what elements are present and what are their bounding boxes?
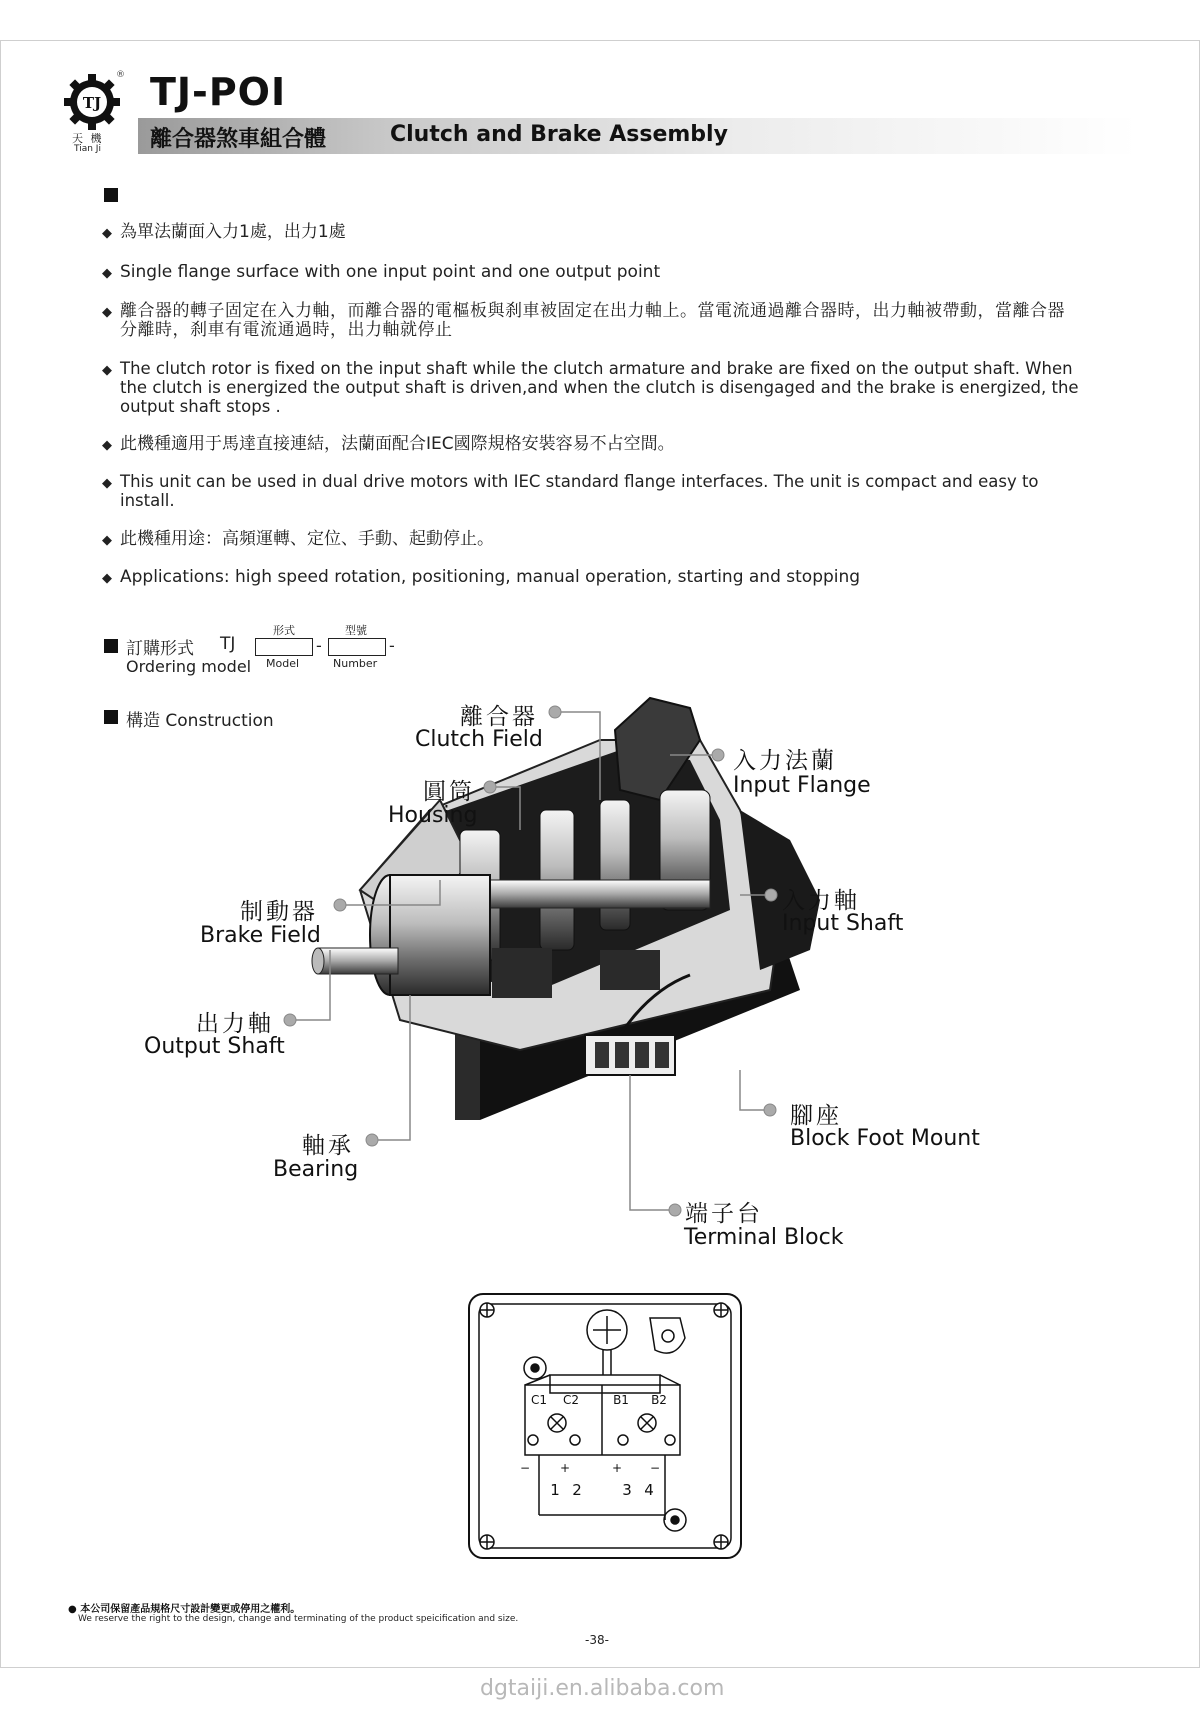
feature-item: ◆ Single flange surface with one input point and one output point <box>102 262 661 282</box>
logo-english-name: Tian Ji <box>74 144 101 154</box>
ordering-dash: - <box>316 636 322 655</box>
input-flange-label-en: Input Flange <box>733 773 871 798</box>
assembly-cutaway-illustration <box>0 690 1200 1250</box>
housing-label-cn: 圓筒 <box>423 779 475 805</box>
diamond-bullet-icon: ◆ <box>102 438 112 453</box>
block-foot-mount-label-cn: 腳座 <box>790 1103 842 1129</box>
disclaimer-en: We reserve the right to the design, change and terminating of the product speicification and size. <box>78 1614 519 1624</box>
bearing-label-cn: 軸承 <box>302 1133 354 1159</box>
terminal-sign: + <box>559 1461 571 1475</box>
number-box <box>328 638 386 656</box>
title-chinese: 離合器煞車組合體 <box>150 127 327 152</box>
terminal-label: C1 <box>530 1393 548 1407</box>
terminal-label: C2 <box>562 1393 580 1407</box>
number-label-en: Number <box>333 657 378 670</box>
registered-mark: ® <box>116 70 125 80</box>
bearing-label-en: Bearing <box>273 1157 359 1182</box>
feature-item: ◆ 為單法蘭面入力1處，出力1處 <box>102 222 346 242</box>
terminal-number: 3 <box>622 1481 632 1499</box>
input-shaft-label-cn: 入力軸 <box>782 888 860 914</box>
terminal-label: B2 <box>651 1393 667 1407</box>
diamond-bullet-icon: ◆ <box>102 533 112 548</box>
watermark-url: dgtaiji.en.alibaba.com <box>480 1676 725 1701</box>
ordering-prefix: TJ <box>220 634 236 654</box>
output-shaft-label-cn: 出力軸 <box>196 1011 274 1037</box>
diamond-bullet-icon: ◆ <box>102 571 112 586</box>
terminal-block-label-cn: 端子台 <box>685 1201 763 1227</box>
section-square-icon <box>104 188 118 202</box>
feature-item: ◆ This unit can be used in dual drive motors with IEC standard flange interfaces. The unit is compact and easy to install. <box>102 472 1039 510</box>
diamond-bullet-icon: ◆ <box>102 226 112 241</box>
block-foot-mount-label-en: Block Foot Mount <box>790 1126 980 1151</box>
terminal-number: 2 <box>572 1481 582 1499</box>
feature-item: ◆ The clutch rotor is fixed on the input shaft while the clutch armature and brake are fixed on the output shaft. When the clutch is energized the output shaft is driven,and when the clutch is disengaged and the brake is energized, the output shaft stops . <box>102 359 1079 416</box>
feature-item: ◆ 此機種適用于馬達直接連結，法蘭面配合IEC國際規格安裝容易不占空間。 <box>102 434 675 454</box>
diamond-bullet-icon: ◆ <box>102 266 112 281</box>
model-box <box>255 638 313 656</box>
page-number: -38- <box>585 1633 609 1647</box>
terminal-number: 1 <box>550 1481 560 1499</box>
disclaimer-cn: ● 本公司保留產品規格尺寸設計變更或停用之權利。 <box>68 1604 301 1615</box>
terminal-sign: − <box>519 1461 531 1475</box>
brake-field-label-en: Brake Field <box>200 923 321 948</box>
feature-item: ◆ 此機種用途：高頻運轉、定位、手動、起動停止。 <box>102 529 494 549</box>
logo-chinese-name: 天 機 <box>72 132 104 145</box>
ordering-square-icon <box>104 639 118 653</box>
terminal-label: B1 <box>613 1393 629 1407</box>
diamond-bullet-icon: ◆ <box>102 363 112 378</box>
ordering-label-en: Ordering model <box>126 657 252 676</box>
terminal-sign: − <box>649 1461 661 1475</box>
terminal-block-label-en: Terminal Block <box>684 1225 844 1250</box>
construction-label: 構造 Construction <box>126 711 274 731</box>
clutch-field-label-en: Clutch Field <box>415 727 543 752</box>
feature-item: ◆ 離合器的轉子固定在入力軸，而離合器的電樞板與刹車被固定在出力軸上。當電流通過離合器時，出力軸被帶動，當離合器分離時，刹車有電流通過時，出力軸就停止 <box>102 301 1065 340</box>
tianji-gear-logo-icon <box>62 72 122 132</box>
output-shaft-label-en: Output Shaft <box>144 1034 285 1059</box>
ordering-dash: - <box>389 636 395 655</box>
brake-field-label-cn: 制動器 <box>240 899 318 925</box>
terminal-sign: + <box>611 1461 623 1475</box>
number-label-cn: 型號 <box>345 624 367 637</box>
input-flange-label-cn: 入力法蘭 <box>733 748 837 774</box>
diamond-bullet-icon: ◆ <box>102 476 112 491</box>
title-english: Clutch and Brake Assembly <box>390 122 728 147</box>
clutch-field-label-cn: 離合器 <box>460 704 538 730</box>
model-title: TJ-POI <box>150 70 287 114</box>
terminal-number: 4 <box>644 1481 654 1499</box>
model-label-en: Model <box>266 657 300 670</box>
input-shaft-label-en: Input Shaft <box>782 911 904 936</box>
ordering-label-cn: 訂購形式 <box>126 639 194 659</box>
housing-label-en: Housing <box>388 803 478 828</box>
terminal-wiring-diagram <box>465 1290 745 1570</box>
logo-text: TJ <box>82 94 102 112</box>
diamond-bullet-icon: ◆ <box>102 305 113 320</box>
model-label-cn: 形式 <box>273 624 295 637</box>
feature-item: ◆ Applications: high speed rotation, positioning, manual operation, starting and stopping <box>102 567 861 587</box>
